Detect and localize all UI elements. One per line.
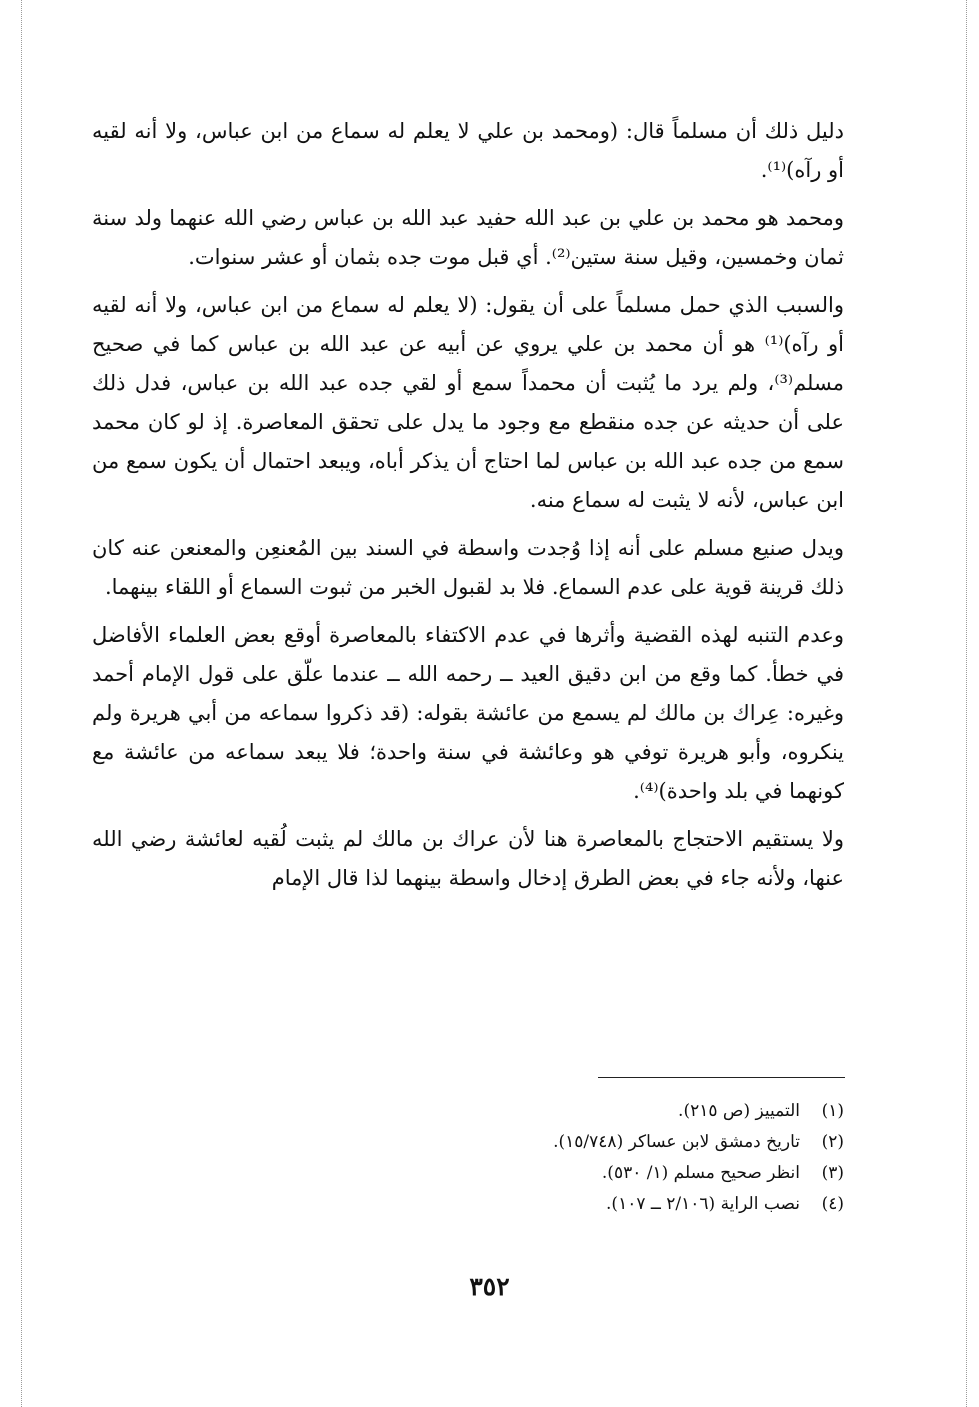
body-text bbox=[92, 112, 844, 898]
page-number: ٣٥٢ bbox=[469, 1272, 510, 1301]
paragraph: ولا يستقيم الاحتجاج بالمعاصرة هنا لأن عراك بن مالك لم يثبت لُقيه لعائشة رضي الله عنها، ولأنه جاء في بعض الطرق إدخال واسطة بينهما لذا قال الإمام bbox=[92, 827, 844, 890]
footnote-text: نصب الراية (٢/١٠٦ ــ ١٠٧). bbox=[606, 1194, 800, 1214]
footnote-text: تاريخ دمشق لابن عساكر (١٥/٧٤٨). bbox=[553, 1132, 800, 1152]
footnote-number: (٤) bbox=[821, 1194, 844, 1214]
footnote bbox=[180, 1096, 844, 1127]
footnote-text: التمييز (ص ٢١٥). bbox=[678, 1101, 800, 1121]
footnote-number: (٢) bbox=[821, 1132, 844, 1152]
footnotes bbox=[180, 1096, 844, 1220]
footnote-number: (١) bbox=[821, 1101, 844, 1121]
footnote bbox=[180, 1127, 844, 1158]
footnote bbox=[180, 1189, 844, 1220]
footnote bbox=[180, 1158, 844, 1189]
paragraph: ومحمد هو محمد بن علي بن عبد الله حفيد عبد الله بن عباس رضي الله عنهما ولد سنة ثمان وخمسين، وقيل سنة ستين⁽²⁾. أي قبل موت جده بثمان أو عشر سنوات. bbox=[92, 206, 844, 269]
footnote-number: (٣) bbox=[821, 1163, 844, 1183]
paragraph: والسبب الذي حمل مسلماً على أن يقول: (لا يعلم له سماع من ابن عباس، ولا أنه لقيه أو رآه)⁽¹⁾ هو أن محمد بن علي يروي عن أبيه عن عبد الله بن عباس كما في صحيح مسلم⁽³⁾، ولم يرد ما يُثبت أن محمداً سمع أو لقي جده عبد الله بن عباس، فدل ذلك على أن حديثه عن جده منقطع مع وجود ما يدل على تحقق المعاصرة. إذ لو كان محمد سمع من جده عبد الله بن عباس لما احتاج أن يذكر أباه، ويبعد احتمال أن يكون سمع من ابن عباس، لأنه لا يثبت له سماع منه. bbox=[92, 293, 845, 512]
footnote-separator bbox=[598, 1077, 845, 1078]
footnote-text: انظر صحيح مسلم (١/ ٥٣٠). bbox=[601, 1163, 800, 1183]
paragraph: دليل ذلك أن مسلماً قال: (ومحمد بن علي لا يعلم له سماع من ابن عباس، ولا أنه لقيه أو رآه)⁽¹⁾. bbox=[92, 119, 844, 182]
left-margin-dotted-line bbox=[21, 0, 22, 1407]
paragraph: ويدل صنيع مسلم على أنه إذا وُجدت واسطة في السند بين المُعنعِن والمعنعن عنه كان ذلك قرينة قوية على عدم السماع. فلا بد لقبول الخبر من ثبوت السماع أو اللقاء بينهما. bbox=[92, 536, 844, 599]
right-margin-dotted-line bbox=[966, 0, 967, 1407]
paragraph: وعدم التنبه لهذه القضية وأثرها في عدم الاكتفاء بالمعاصرة أوقع بعض العلماء الأفاضل في خطأ. كما وقع من ابن دقيق العيد ــ رحمه الله ــ عندما علّق على قول الإمام أحمد وغيره: عِراك بن مالك لم يسمع من عائشة بقوله: (قد ذكروا سماعه من أبي هريرة ولم ينكروه، وأبو هريرة توفي هو وعائشة في سنة واحدة؛ فلا يبعد سماعه من عائشة مع كونهما في بلد واحدة)⁽⁴⁾. bbox=[92, 623, 844, 803]
